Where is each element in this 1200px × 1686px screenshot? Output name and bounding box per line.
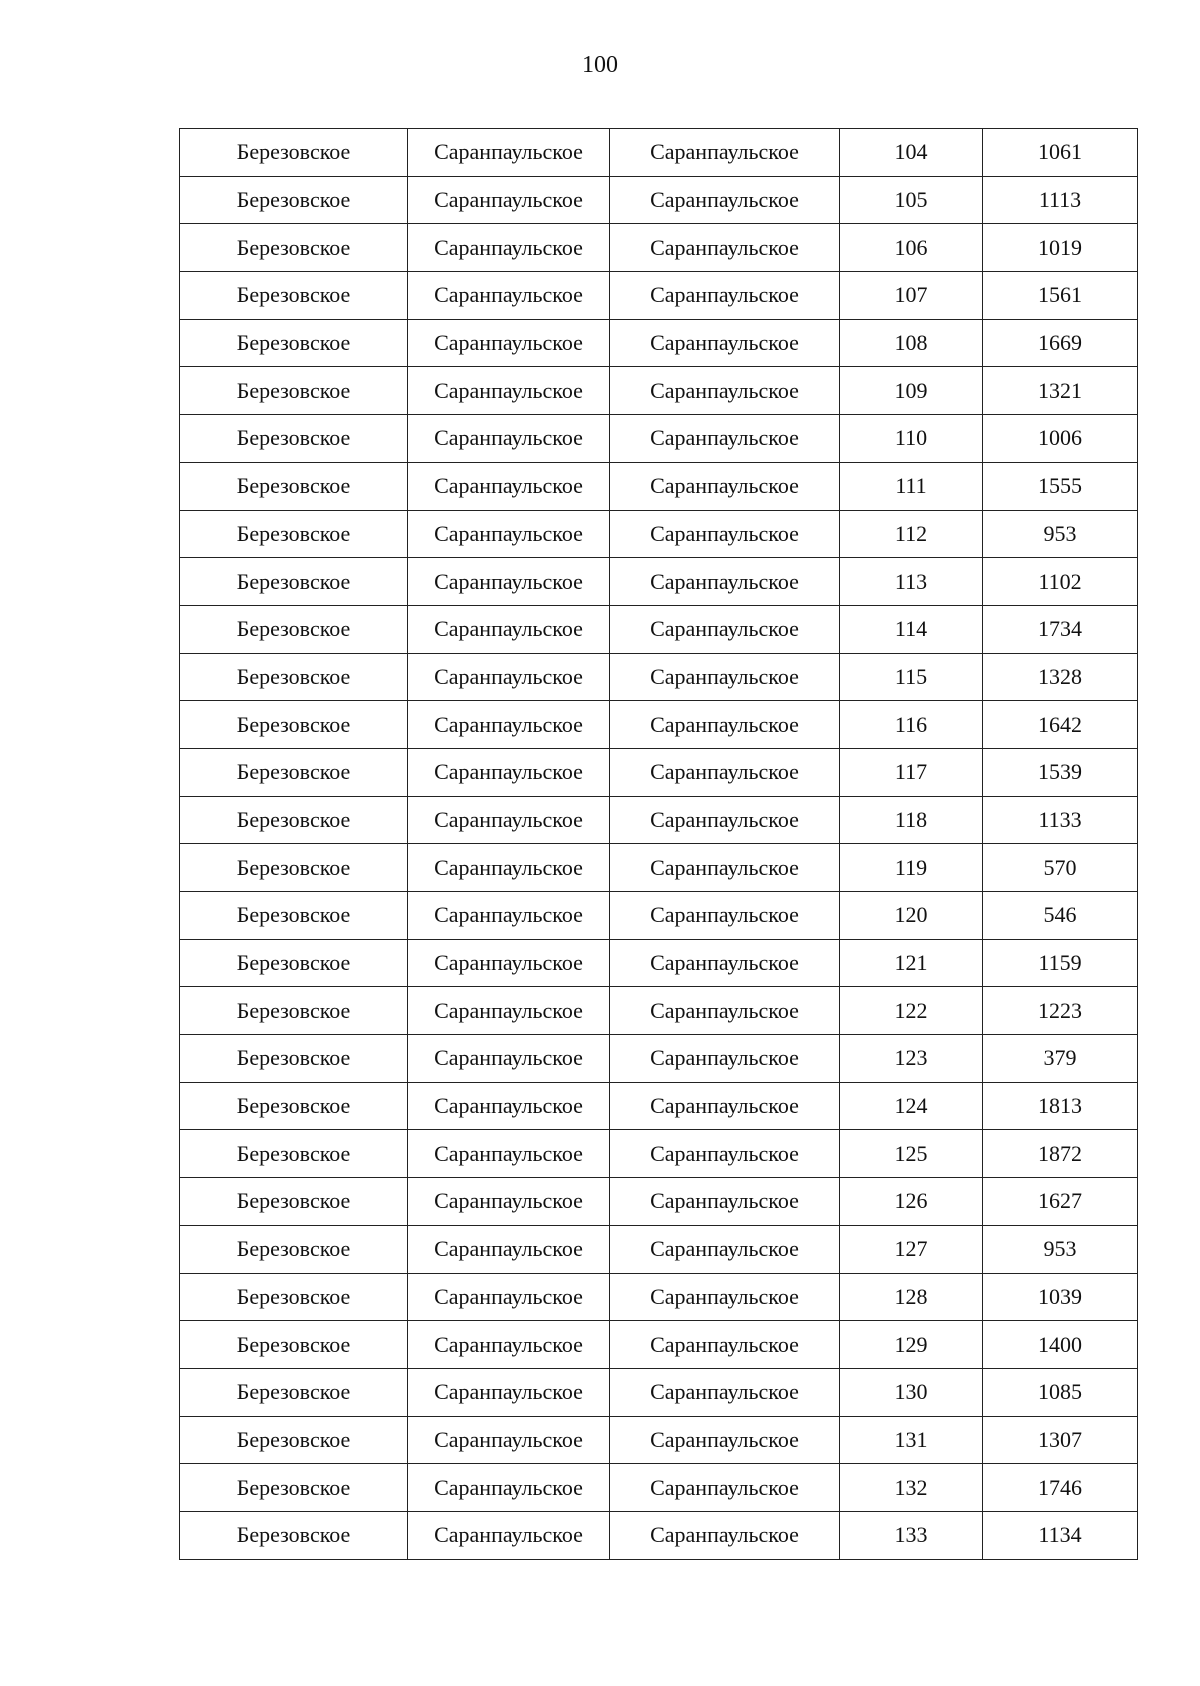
table-row bbox=[180, 1082, 1138, 1130]
settlement-cell: Саранпаульское bbox=[408, 939, 610, 987]
voter-count-cell: 953 bbox=[983, 1225, 1138, 1273]
district-cell: Березовское bbox=[180, 653, 408, 701]
district-cell: Березовское bbox=[180, 1130, 408, 1178]
district-cell: Березовское bbox=[180, 558, 408, 606]
voter-count-cell: 1872 bbox=[983, 1130, 1138, 1178]
table-row bbox=[180, 1464, 1138, 1512]
settlement-cell: Саранпаульское bbox=[408, 319, 610, 367]
locality-cell: Саранпаульское bbox=[610, 558, 840, 606]
locality-cell: Саранпаульское bbox=[610, 1130, 840, 1178]
table-row bbox=[180, 558, 1138, 606]
table-row bbox=[180, 224, 1138, 272]
settlement-cell: Саранпаульское bbox=[408, 1416, 610, 1464]
locality-cell: Саранпаульское bbox=[610, 605, 840, 653]
settlement-cell: Саранпаульское bbox=[408, 892, 610, 940]
table-row bbox=[180, 462, 1138, 510]
precinct-number-cell: 129 bbox=[840, 1321, 983, 1369]
locality-cell: Саранпаульское bbox=[610, 1464, 840, 1512]
district-cell: Березовское bbox=[180, 367, 408, 415]
district-cell: Березовское bbox=[180, 1511, 408, 1559]
district-cell: Березовское bbox=[180, 1273, 408, 1321]
settlement-cell: Саранпаульское bbox=[408, 844, 610, 892]
precinct-number-cell: 120 bbox=[840, 892, 983, 940]
settlement-cell: Саранпаульское bbox=[408, 1035, 610, 1083]
table-row bbox=[180, 1321, 1138, 1369]
voter-count-cell: 1223 bbox=[983, 987, 1138, 1035]
table-row bbox=[180, 129, 1138, 177]
voter-count-cell: 1321 bbox=[983, 367, 1138, 415]
precinct-number-cell: 116 bbox=[840, 701, 983, 749]
district-cell: Березовское bbox=[180, 129, 408, 177]
table-row bbox=[180, 892, 1138, 940]
settlement-cell: Саранпаульское bbox=[408, 272, 610, 320]
table-row bbox=[180, 272, 1138, 320]
table-row bbox=[180, 748, 1138, 796]
table-row bbox=[180, 701, 1138, 749]
district-cell: Березовское bbox=[180, 939, 408, 987]
table-row bbox=[180, 1225, 1138, 1273]
locality-cell: Саранпаульское bbox=[610, 367, 840, 415]
data-table bbox=[179, 128, 1138, 1560]
voter-count-cell: 1133 bbox=[983, 796, 1138, 844]
voter-count-cell: 1539 bbox=[983, 748, 1138, 796]
voter-count-cell: 1102 bbox=[983, 558, 1138, 606]
settlement-cell: Саранпаульское bbox=[408, 1130, 610, 1178]
precinct-number-cell: 112 bbox=[840, 510, 983, 558]
settlement-cell: Саранпаульское bbox=[408, 415, 610, 463]
precinct-number-cell: 111 bbox=[840, 462, 983, 510]
table-row bbox=[180, 1368, 1138, 1416]
table-body bbox=[180, 129, 1138, 1560]
voter-count-cell: 953 bbox=[983, 510, 1138, 558]
precinct-number-cell: 106 bbox=[840, 224, 983, 272]
precinct-number-cell: 113 bbox=[840, 558, 983, 606]
district-cell: Березовское bbox=[180, 701, 408, 749]
district-cell: Березовское bbox=[180, 1178, 408, 1226]
district-cell: Березовское bbox=[180, 272, 408, 320]
district-cell: Березовское bbox=[180, 1416, 408, 1464]
voter-count-cell: 1746 bbox=[983, 1464, 1138, 1512]
settlement-cell: Саранпаульское bbox=[408, 367, 610, 415]
table-row bbox=[180, 1416, 1138, 1464]
locality-cell: Саранпаульское bbox=[610, 939, 840, 987]
district-cell: Березовское bbox=[180, 1225, 408, 1273]
locality-cell: Саранпаульское bbox=[610, 1273, 840, 1321]
precinct-number-cell: 133 bbox=[840, 1511, 983, 1559]
district-cell: Березовское bbox=[180, 1082, 408, 1130]
settlement-cell: Саранпаульское bbox=[408, 1225, 610, 1273]
voter-count-cell: 1039 bbox=[983, 1273, 1138, 1321]
precinct-number-cell: 110 bbox=[840, 415, 983, 463]
precinct-number-cell: 119 bbox=[840, 844, 983, 892]
table-row bbox=[180, 1178, 1138, 1226]
settlement-cell: Саранпаульское bbox=[408, 1368, 610, 1416]
locality-cell: Саранпаульское bbox=[610, 892, 840, 940]
precinct-number-cell: 114 bbox=[840, 605, 983, 653]
district-cell: Березовское bbox=[180, 1321, 408, 1369]
district-cell: Березовское bbox=[180, 1035, 408, 1083]
table-row bbox=[180, 319, 1138, 367]
settlement-cell: Саранпаульское bbox=[408, 653, 610, 701]
district-cell: Березовское bbox=[180, 415, 408, 463]
settlement-cell: Саранпаульское bbox=[408, 558, 610, 606]
locality-cell: Саранпаульское bbox=[610, 701, 840, 749]
precinct-number-cell: 130 bbox=[840, 1368, 983, 1416]
table-row bbox=[180, 796, 1138, 844]
voter-count-cell: 1669 bbox=[983, 319, 1138, 367]
locality-cell: Саранпаульское bbox=[610, 796, 840, 844]
voter-count-cell: 1134 bbox=[983, 1511, 1138, 1559]
district-cell: Березовское bbox=[180, 796, 408, 844]
settlement-cell: Саранпаульское bbox=[408, 1082, 610, 1130]
district-cell: Березовское bbox=[180, 844, 408, 892]
settlement-cell: Саранпаульское bbox=[408, 1273, 610, 1321]
district-cell: Березовское bbox=[180, 1464, 408, 1512]
district-cell: Березовское bbox=[180, 176, 408, 224]
table-row bbox=[180, 1035, 1138, 1083]
voter-count-cell: 1019 bbox=[983, 224, 1138, 272]
locality-cell: Саранпаульское bbox=[610, 462, 840, 510]
locality-cell: Саранпаульское bbox=[610, 129, 840, 177]
table-row bbox=[180, 415, 1138, 463]
district-cell: Березовское bbox=[180, 892, 408, 940]
precinct-number-cell: 109 bbox=[840, 367, 983, 415]
locality-cell: Саранпаульское bbox=[610, 1225, 840, 1273]
precinct-number-cell: 125 bbox=[840, 1130, 983, 1178]
precinct-number-cell: 122 bbox=[840, 987, 983, 1035]
voter-count-cell: 1642 bbox=[983, 701, 1138, 749]
voter-count-cell: 1061 bbox=[983, 129, 1138, 177]
voter-count-cell: 1006 bbox=[983, 415, 1138, 463]
settlement-cell: Саранпаульское bbox=[408, 1511, 610, 1559]
settlement-cell: Саранпаульское bbox=[408, 224, 610, 272]
settlement-cell: Саранпаульское bbox=[408, 1178, 610, 1226]
locality-cell: Саранпаульское bbox=[610, 1082, 840, 1130]
voter-count-cell: 1555 bbox=[983, 462, 1138, 510]
settlement-cell: Саранпаульское bbox=[408, 701, 610, 749]
district-cell: Березовское bbox=[180, 510, 408, 558]
voter-count-cell: 1085 bbox=[983, 1368, 1138, 1416]
precinct-number-cell: 132 bbox=[840, 1464, 983, 1512]
locality-cell: Саранпаульское bbox=[610, 844, 840, 892]
table-row bbox=[180, 653, 1138, 701]
voter-count-cell: 1113 bbox=[983, 176, 1138, 224]
table-row bbox=[180, 987, 1138, 1035]
locality-cell: Саранпаульское bbox=[610, 1511, 840, 1559]
precinct-number-cell: 126 bbox=[840, 1178, 983, 1226]
locality-cell: Саранпаульское bbox=[610, 1321, 840, 1369]
voter-count-cell: 1813 bbox=[983, 1082, 1138, 1130]
locality-cell: Саранпаульское bbox=[610, 1416, 840, 1464]
precinct-number-cell: 107 bbox=[840, 272, 983, 320]
precinct-number-cell: 124 bbox=[840, 1082, 983, 1130]
table-row bbox=[180, 1130, 1138, 1178]
precinct-number-cell: 104 bbox=[840, 129, 983, 177]
table-row bbox=[180, 1511, 1138, 1559]
precinct-number-cell: 117 bbox=[840, 748, 983, 796]
precinct-number-cell: 121 bbox=[840, 939, 983, 987]
district-cell: Березовское bbox=[180, 748, 408, 796]
table-row bbox=[180, 939, 1138, 987]
district-cell: Березовское bbox=[180, 462, 408, 510]
voter-count-cell: 1627 bbox=[983, 1178, 1138, 1226]
locality-cell: Саранпаульское bbox=[610, 415, 840, 463]
locality-cell: Саранпаульское bbox=[610, 748, 840, 796]
district-cell: Березовское bbox=[180, 224, 408, 272]
settlement-cell: Саранпаульское bbox=[408, 1321, 610, 1369]
settlement-cell: Саранпаульское bbox=[408, 1464, 610, 1512]
table-row bbox=[180, 367, 1138, 415]
table-row bbox=[180, 510, 1138, 558]
district-cell: Березовское bbox=[180, 319, 408, 367]
locality-cell: Саранпаульское bbox=[610, 1035, 840, 1083]
voter-count-cell: 570 bbox=[983, 844, 1138, 892]
table-row bbox=[180, 844, 1138, 892]
voter-count-cell: 546 bbox=[983, 892, 1138, 940]
precinct-number-cell: 131 bbox=[840, 1416, 983, 1464]
district-cell: Березовское bbox=[180, 1368, 408, 1416]
table-row bbox=[180, 605, 1138, 653]
district-cell: Березовское bbox=[180, 605, 408, 653]
settlement-cell: Саранпаульское bbox=[408, 462, 610, 510]
locality-cell: Саранпаульское bbox=[610, 319, 840, 367]
voter-count-cell: 1328 bbox=[983, 653, 1138, 701]
settlement-cell: Саранпаульское bbox=[408, 748, 610, 796]
settlement-cell: Саранпаульское bbox=[408, 605, 610, 653]
voter-count-cell: 1307 bbox=[983, 1416, 1138, 1464]
locality-cell: Саранпаульское bbox=[610, 1368, 840, 1416]
locality-cell: Саранпаульское bbox=[610, 224, 840, 272]
locality-cell: Саранпаульское bbox=[610, 987, 840, 1035]
precinct-number-cell: 115 bbox=[840, 653, 983, 701]
page-number: 100 bbox=[582, 52, 618, 78]
locality-cell: Саранпаульское bbox=[610, 510, 840, 558]
settlement-cell: Саранпаульское bbox=[408, 510, 610, 558]
settlement-cell: Саранпаульское bbox=[408, 129, 610, 177]
table-row bbox=[180, 1273, 1138, 1321]
precinct-number-cell: 128 bbox=[840, 1273, 983, 1321]
voter-count-cell: 379 bbox=[983, 1035, 1138, 1083]
locality-cell: Саранпаульское bbox=[610, 176, 840, 224]
precinct-number-cell: 123 bbox=[840, 1035, 983, 1083]
precinct-number-cell: 105 bbox=[840, 176, 983, 224]
precinct-number-cell: 108 bbox=[840, 319, 983, 367]
locality-cell: Саранпаульское bbox=[610, 272, 840, 320]
table-row bbox=[180, 176, 1138, 224]
locality-cell: Саранпаульское bbox=[610, 1178, 840, 1226]
voter-count-cell: 1159 bbox=[983, 939, 1138, 987]
voter-count-cell: 1734 bbox=[983, 605, 1138, 653]
district-cell: Березовское bbox=[180, 987, 408, 1035]
settlement-cell: Саранпаульское bbox=[408, 796, 610, 844]
locality-cell: Саранпаульское bbox=[610, 653, 840, 701]
voter-count-cell: 1561 bbox=[983, 272, 1138, 320]
settlement-cell: Саранпаульское bbox=[408, 176, 610, 224]
settlement-cell: Саранпаульское bbox=[408, 987, 610, 1035]
precinct-number-cell: 127 bbox=[840, 1225, 983, 1273]
voter-count-cell: 1400 bbox=[983, 1321, 1138, 1369]
precinct-number-cell: 118 bbox=[840, 796, 983, 844]
